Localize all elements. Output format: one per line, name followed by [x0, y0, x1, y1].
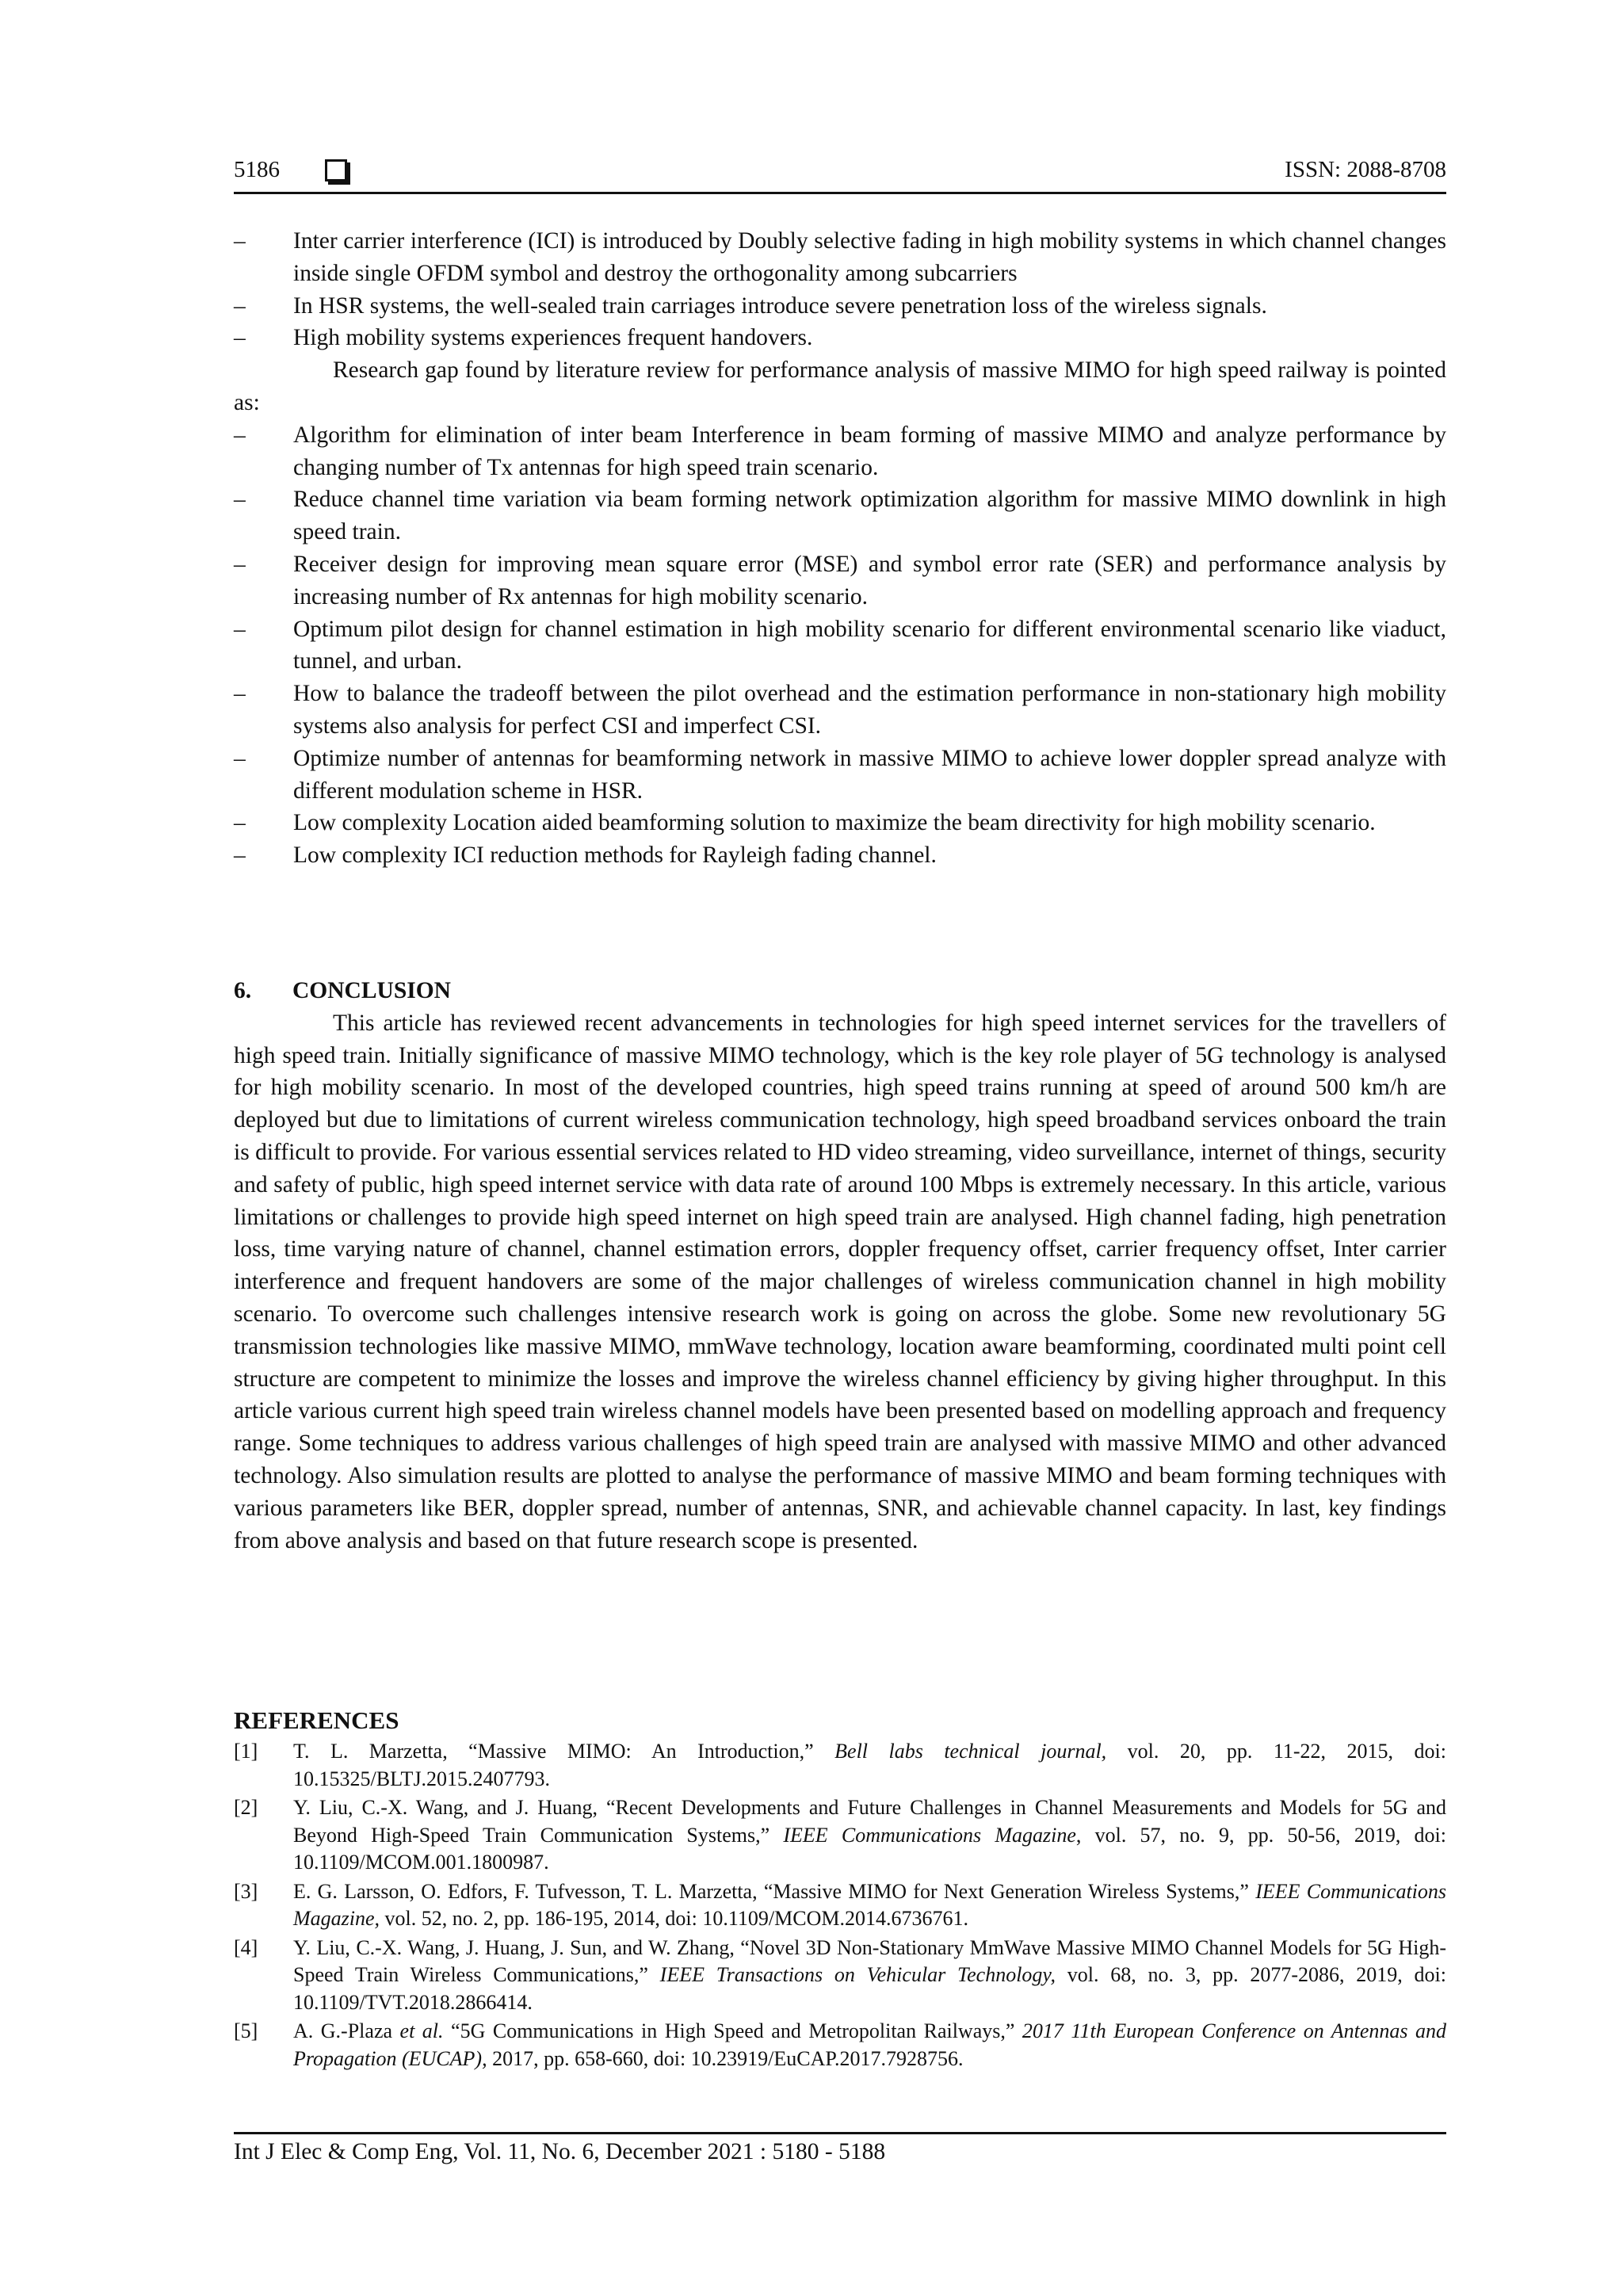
conclusion-paragraph: This article has reviewed recent advancements in technologies for high speed internet services for the travellers of high speed train. Initially significance of massive MIMO technology, which is the key role player of 5G technology is analysed for high mobility scenario. In most of the developed countries, high speed trains running at speed of around 500 km/h are deployed but due to limitations of current wireless communication technology, high speed broadband services onboard the train is difficult to provide. For various essential services related to HD video streaming, video surveillance, internet of things, security and safety of public, high speed internet service with data rate of around 100 Mbps is extremely necessary. In this article, various limitations or challenges to provide high speed internet on high speed train are analysed. High channel fading, high penetration loss, time varying nature of channel, channel estimation errors, doppler frequency offset, carrier frequency offset, Inter carrier interference and frequent handovers are some of the major challenges of wireless communication channel in high mobility scenario. To overcome such challenges intensive research work is going on across the globe. Some new revolutionary 5G transmission technologies like massive MIMO, mmWave technology, location aware beamforming, coordinated multi point cell structure are competent to minimize the losses and improve the wireless channel efficiency by giving higher throughput. In this article various current high speed train wireless channel models have been presented based on modelling approach and frequency range. Some techniques to address various challenges of high speed train are analysed with massive MIMO and other advanced technology. Also simulation results are plotted to analyse the performance of massive MIMO and beam forming techniques with various parameters like BER, doppler spread, number of antennas, SNR, and achievable channel capacity. In last, key findings from above analysis and based on that future research scope is presented. — [234, 1010, 1446, 1553]
reference-text: E. G. Larsson, O. Edfors, F. Tufvesson, T. L. Marzetta, “Massive MIMO for Next Generation Wireless Systems,” — [293, 1879, 1256, 1903]
research-gap-item: – Low complexity ICI reduction methods for Rayleigh fading channel. — [234, 839, 1446, 872]
challenge-item: – In HSR systems, the well-sealed train carriages introduce severe penetration loss of the wireless signals. — [234, 290, 1446, 323]
reference-details: vol. 68, no. 3, pp. 2077-2086, 2019, doi: 10.1109/TVT.2018.2866414. — [293, 1963, 1446, 2014]
references-heading: REFERENCES — [234, 1706, 399, 1734]
reference-number: [5] — [234, 2019, 258, 2042]
reference-item — [234, 1878, 1446, 1933]
challenge-item: – Inter carrier interference (ICI) is introduced by Doubly selective fading in high mobility systems in which channel changes inside single OFDM symbol and destroy the orthogonality among subcarriers — [234, 225, 1446, 290]
reference-number: [1] — [234, 1740, 258, 1763]
reference-venue: Bell labs technical journal, — [834, 1740, 1107, 1763]
reference-item — [234, 1935, 1446, 2017]
reference-item — [234, 1794, 1446, 1877]
reference-venue: IEEE Communications Magazine — [783, 1823, 1076, 1847]
checkbox-glyph-icon — [325, 159, 347, 181]
references-section — [234, 1706, 1446, 2074]
reference-number: [4] — [234, 1935, 258, 1959]
page-number: 5186 — [234, 157, 280, 182]
reference-details: , vol. 57, no. 9, pp. 50-56, 2019, doi: 10.1109/MCOM.001.1800987. — [293, 1823, 1446, 1874]
reference-details: 2017, pp. 658-660, doi: 10.23919/EuCAP.2017.7928756. — [487, 2046, 964, 2070]
section-number: 6. — [234, 978, 252, 1003]
reference-etal: et al. — [399, 2019, 444, 2042]
conclusion-section — [234, 975, 1446, 1557]
reference-venue: 2017 11th European Conference on Antennas and Propagation (EUCAP), — [293, 2019, 1446, 2070]
reference-number: [3] — [234, 1879, 258, 1903]
research-gap-item: – Algorithm for elimination of inter beam Interference in beam forming of massive MIMO and analyze performance by changing number of Tx antennas for high speed train scenario. — [234, 419, 1446, 484]
section-heading — [234, 975, 1446, 1007]
reference-text: Y. Liu, C.-X. Wang, J. Huang, J. Sun, and W. Zhang, “Novel 3D Non-Stationary MmWave Massive MIMO Channel Models for 5G High-Speed Train Wireless Communications,” — [293, 1935, 1446, 1986]
reference-number: [2] — [234, 1796, 258, 1819]
research-gap-intro: Research gap found by literature review for performance analysis of massive MIMO for high speed railway is pointed as: — [234, 357, 1446, 415]
reference-item — [234, 2018, 1446, 2073]
research-gap-item: – Optimum pilot design for channel estimation in high mobility scenario for different environmental scenario like viaduct, tunnel, and urban. — [234, 613, 1446, 678]
reference-item — [234, 1738, 1446, 1793]
reference-text: A. G.-Plaza — [293, 2019, 400, 2042]
research-gap-item: – Receiver design for improving mean square error (MSE) and symbol error rate (SER) and performance analysis by increasing number of Rx antennas for high mobility scenario. — [234, 548, 1446, 613]
reference-venue: IEEE Transactions on Vehicular Technology, — [659, 1963, 1056, 1986]
reference-venue: IEEE Communications Magazine, — [293, 1879, 1447, 1930]
reference-title: “5G Communications in High Speed and Metropolitan Railways,” — [443, 2019, 1022, 2042]
running-header — [234, 157, 1446, 194]
reference-text: Y. Liu, C.-X. Wang, and J. Huang, “Recent Developments and Future Challenges in Channel Measurements and Models for 5G and Beyond High-Speed Train Communication Systems,” — [293, 1796, 1446, 1847]
reference-details: vol. 52, no. 2, pp. 186-195, 2014, doi: 10.1109/MCOM.2014.6736761. — [380, 1907, 968, 1930]
research-gap-item: – How to balance the tradeoff between the pilot overhead and the estimation performance in non-stationary high mobility systems also analysis for perfect CSI and imperfect CSI. — [234, 678, 1446, 743]
journal-citation: Int J Elec & Comp Eng, Vol. 11, No. 6, December 2021 : 5180 - 5188 — [234, 2139, 886, 2164]
challenge-item: – High mobility systems experiences frequent handovers. — [234, 322, 1446, 354]
reference-text: T. L. Marzetta, “Massive MIMO: An Introduction,” — [293, 1740, 835, 1763]
research-gap-item: – Optimize number of antennas for beamforming network in massive MIMO to achieve lower doppler spread analyze with different modulation scheme in HSR. — [234, 743, 1446, 808]
running-footer — [234, 2132, 1446, 2165]
main-body — [234, 225, 1446, 872]
research-gap-item: – Low complexity Location aided beamforming solution to maximize the beam directivity for high mobility scenario. — [234, 807, 1446, 839]
research-gap-item: – Reduce channel time variation via beam forming network optimization algorithm for massive MIMO downlink in high speed train. — [234, 483, 1446, 548]
issn-label: ISSN: 2088-8708 — [1285, 157, 1446, 182]
section-title: CONCLUSION — [292, 978, 451, 1003]
reference-details: vol. 20, pp. 11-22, 2015, doi: 10.15325/BLTJ.2015.2407793. — [293, 1740, 1446, 1790]
